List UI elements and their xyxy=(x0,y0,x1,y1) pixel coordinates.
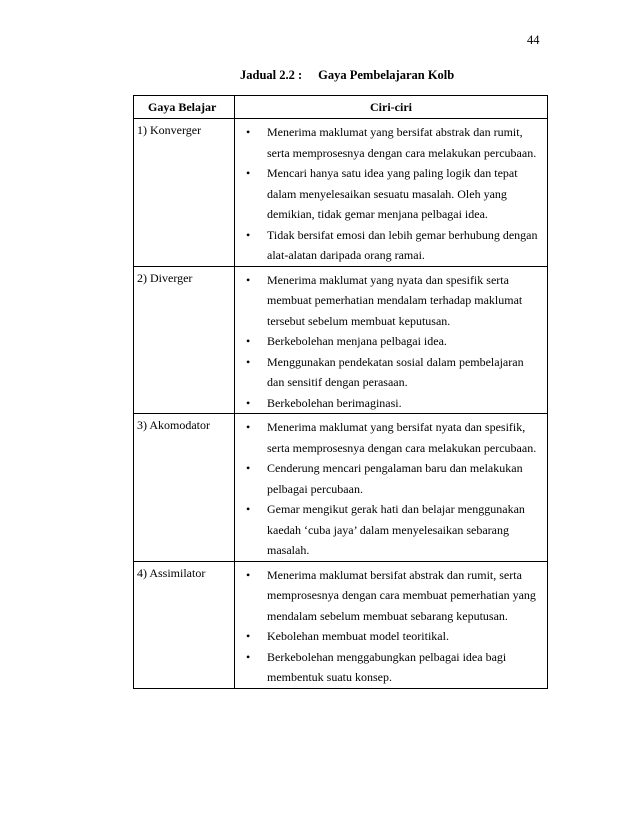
characteristics-list xyxy=(246,414,541,561)
bullet-icon: • xyxy=(246,567,251,582)
header-characteristics: Ciri-ciri xyxy=(235,96,548,119)
characteristics-list xyxy=(246,267,541,414)
characteristic-item xyxy=(246,458,541,499)
characteristic-text: Gemar mengikut gerak hati dan belajar menggunakan kaedah ‘cuba jaya’ dalam menyelesaikan sebarang masalah. xyxy=(267,502,525,557)
bullet-icon: • xyxy=(246,395,251,410)
table-row xyxy=(134,266,548,414)
bullet-icon: • xyxy=(246,334,251,348)
table-caption-title: Gaya Pembelajaran Kolb xyxy=(318,68,455,82)
bullet-icon: • xyxy=(246,166,251,180)
characteristic-item xyxy=(246,499,541,561)
characteristics-cell xyxy=(235,414,548,562)
table-row xyxy=(134,414,548,562)
table-header-row xyxy=(134,96,548,119)
bullet-icon: • xyxy=(246,272,251,287)
table-caption xyxy=(240,68,454,83)
characteristic-item xyxy=(246,626,541,647)
learning-style-name: 1) Konverger xyxy=(134,119,235,267)
characteristic-item xyxy=(246,163,541,225)
characteristic-item xyxy=(246,352,541,393)
bullet-icon: • xyxy=(246,649,251,664)
characteristic-item xyxy=(246,417,541,458)
characteristic-text: Menerima maklumat bersifat abstrak dan rumit, serta memprosesnya dengan cara membuat pemerhatian yang mendalam sebelum membuat sebarang keputusan. xyxy=(267,567,536,623)
bullet-icon: • xyxy=(246,420,251,434)
characteristics-cell xyxy=(235,119,548,267)
characteristic-text: Berkebolehan menggabungkan pelbagai idea bagi membentuk suatu konsep. xyxy=(267,649,507,684)
characteristic-item xyxy=(246,393,541,414)
characteristic-text: Menerima maklumat yang bersifat abstrak dan rumit, serta memprosesnya dengan cara melakukan percubaan. xyxy=(267,125,537,160)
learning-style-name: 4) Assimilator xyxy=(134,561,235,688)
bullet-icon: • xyxy=(246,227,251,242)
bullet-icon: • xyxy=(246,629,251,643)
characteristic-text: Tidak bersifat emosi dan lebih gemar berhubung dengan alat-alatan daripada orang ramai. xyxy=(267,227,538,262)
table-caption-label: Jadual 2.2 : xyxy=(240,68,303,82)
characteristic-item xyxy=(246,225,541,266)
characteristics-cell xyxy=(235,266,548,414)
table-body xyxy=(134,119,548,689)
characteristic-item xyxy=(246,331,541,352)
characteristic-text: Menerima maklumat yang bersifat nyata dan spesifik, serta memprosesnya dengan cara melakukan percubaan. xyxy=(267,420,537,455)
characteristic-item xyxy=(246,647,541,688)
bullet-icon: • xyxy=(246,502,251,516)
table-row xyxy=(134,119,548,267)
kolb-learning-styles-table xyxy=(133,95,548,689)
characteristic-text: Mencari hanya satu idea yang paling logik dan tepat dalam menyelesaikan sesuatu masalah. Oleh yang demikian, tidak gemar menjana pelbagai idea. xyxy=(267,166,518,221)
characteristics-list xyxy=(246,119,541,266)
characteristic-text: Cenderung mencari pengalaman baru dan melakukan pelbagai percubaan. xyxy=(267,461,523,496)
page-number: 44 xyxy=(527,33,540,47)
header-learning-style: Gaya Belajar xyxy=(134,96,235,119)
characteristic-item xyxy=(246,270,541,332)
bullet-icon: • xyxy=(246,125,251,139)
table-row xyxy=(134,561,548,688)
learning-style-name: 2) Diverger xyxy=(134,266,235,414)
characteristic-item xyxy=(246,565,541,627)
characteristic-text: Berkebolehan berimaginasi. xyxy=(267,395,402,410)
characteristic-text: Menerima maklumat yang nyata dan spesifik serta membuat pemerhatian mendalam terhadap maklumat tersebut sebelum membuat keputusan. xyxy=(267,272,523,328)
bullet-icon: • xyxy=(246,354,251,369)
characteristic-text: Menggunakan pendekatan sosial dalam pembelajaran dan sensitif dengan perasaan. xyxy=(267,354,524,389)
characteristic-text: Berkebolehan menjana pelbagai idea. xyxy=(267,334,447,348)
characteristics-cell xyxy=(235,561,548,688)
learning-style-name: 3) Akomodator xyxy=(134,414,235,562)
characteristic-item xyxy=(246,122,541,163)
characteristic-text: Kebolehan membuat model teoritikal. xyxy=(267,629,449,643)
bullet-icon: • xyxy=(246,461,251,475)
characteristics-list xyxy=(246,562,541,688)
